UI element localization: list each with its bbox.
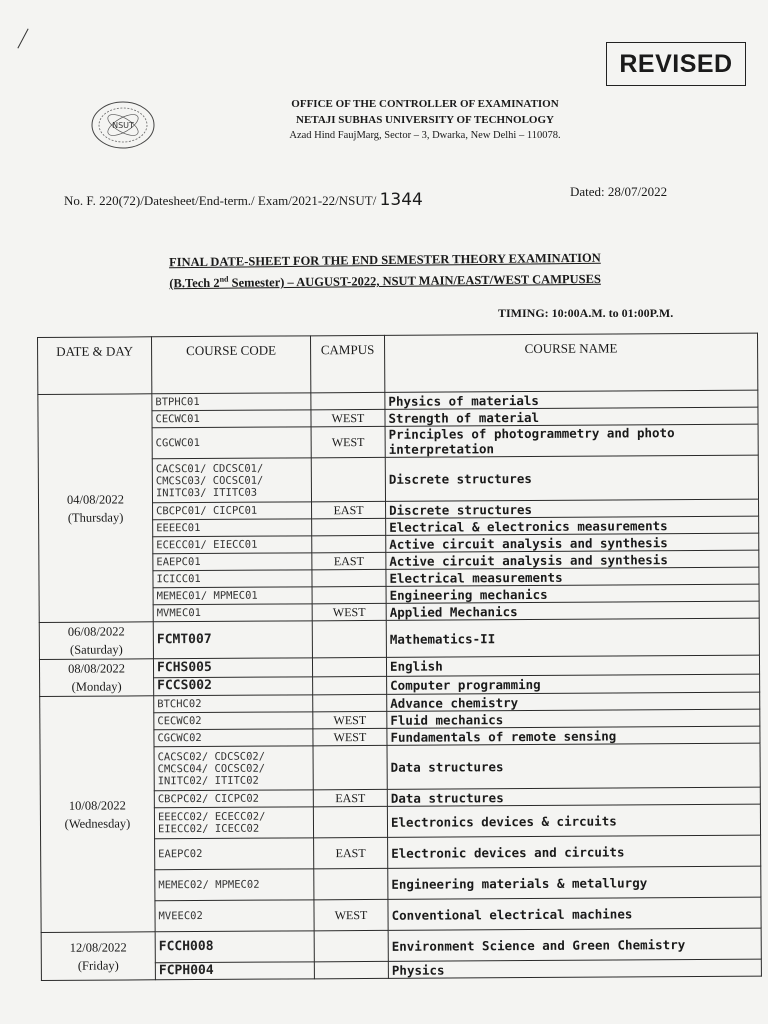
- reference-number: [64, 190, 423, 210]
- course-code: FCPH004: [155, 962, 314, 980]
- course-name: Conventional electrical machines: [388, 897, 761, 930]
- handwritten-number: 1344: [379, 190, 423, 210]
- campus: [314, 930, 388, 961]
- course-code: CECWC02: [154, 712, 313, 730]
- campus: [313, 745, 387, 789]
- title-line-1: FINAL DATE-SHEET FOR THE END SEMESTER THEORY EXAMINATION: [168, 250, 601, 270]
- campus: EAST: [314, 837, 388, 868]
- campus: [312, 518, 386, 535]
- course-code: BTPHC01: [152, 393, 311, 411]
- course-name: Principles of photogrammetry and photo interpretation: [385, 424, 758, 457]
- course-name: Data structures: [387, 787, 760, 806]
- course-code: ICICC01: [153, 570, 312, 588]
- course-name: Electronic devices and circuits: [388, 835, 761, 868]
- course-name: Electrical measurements: [386, 567, 759, 586]
- course-name: Fundamentals of remote sensing: [387, 726, 760, 745]
- course-name: Engineering mechanics: [386, 584, 759, 603]
- course-code: FCHS005: [153, 658, 312, 677]
- course-code: CBCPC02/ CICPC02: [154, 790, 313, 808]
- course-code: MEMEC01/ MPMEC01: [153, 587, 312, 605]
- course-name: English: [386, 655, 759, 676]
- header-date: DATE & DAY: [38, 337, 152, 395]
- header-campus: CAMPUS: [310, 335, 384, 392]
- campus: [312, 535, 386, 552]
- campus: WEST: [311, 426, 385, 457]
- course-name: Engineering materials & metallurgy: [388, 866, 761, 899]
- campus: [314, 868, 388, 899]
- course-name: Fluid mechanics: [387, 709, 760, 728]
- date-cell: 04/08/2022 (Thursday): [38, 394, 153, 623]
- table-row: [41, 928, 761, 963]
- course-code: MEMEC02/ MPMEC02: [155, 869, 314, 901]
- course-name: Applied Mechanics: [386, 601, 759, 620]
- office-line-1: OFFICE OF THE CONTROLLER OF EXAMINATION: [291, 98, 559, 110]
- campus: WEST: [311, 409, 385, 426]
- course-code: CACSC01/ CDCSC01/ CMCSC03/ COCSC01/ INITC03/ ITITC03: [152, 458, 311, 503]
- campus: [312, 586, 386, 603]
- campus: EAST: [312, 552, 386, 569]
- course-code: FCMT007: [153, 621, 312, 659]
- course-name: Physics of materials: [385, 390, 758, 409]
- course-name: Data structures: [387, 743, 760, 789]
- seal-text: NSUT: [112, 121, 134, 130]
- course-code: CGCWC02: [154, 729, 313, 747]
- campus: WEST: [314, 899, 388, 930]
- campus: EAST: [312, 501, 386, 518]
- course-name: Strength of material: [385, 407, 758, 426]
- date-cell: 10/08/2022 (Wednesday): [40, 696, 155, 933]
- course-code: FCCH008: [155, 931, 314, 963]
- university-seal-icon: [90, 100, 156, 150]
- date-cell: 12/08/2022 (Friday): [41, 932, 155, 981]
- course-code: BTCHC02: [154, 695, 313, 713]
- header-name: COURSE NAME: [384, 333, 757, 392]
- title-line-2: (B.Tech 2nd Semester) – AUGUST-2022, NSUT MAIN/EAST/WEST CAMPUSES: [169, 271, 601, 291]
- campus: [312, 620, 386, 657]
- course-code: CGCWC01: [152, 427, 311, 459]
- course-code: MVEEC02: [155, 900, 314, 932]
- course-code: EEECC02/ ECECC02/ EIECC02/ ICECC02: [154, 807, 313, 839]
- campus: WEST: [313, 711, 387, 728]
- course-code: FCCS002: [154, 676, 313, 695]
- pen-mark: [17, 29, 28, 49]
- campus: [312, 657, 386, 676]
- reference-prefix: No. F. 220(72)/Datesheet/End-term./ Exam/2021-22/NSUT/: [64, 193, 377, 208]
- campus: [313, 694, 387, 711]
- campus: [314, 961, 388, 978]
- office-address: Azad Hind FaujMarg, Sector – 3, Dwarka, New Delhi – 110078.: [289, 130, 561, 141]
- course-name: Active circuit analysis and synthesis: [386, 533, 759, 552]
- course-name: Electronics devices & circuits: [387, 804, 760, 837]
- campus: [311, 392, 385, 409]
- course-code: EAEPC01: [153, 553, 312, 571]
- course-name: Active circuit analysis and synthesis: [386, 550, 759, 569]
- campus: [313, 806, 387, 837]
- course-name: Advance chemistry: [387, 692, 760, 711]
- course-name: Electrical & electronics measurements: [386, 516, 759, 535]
- campus: [313, 676, 387, 695]
- office-header: [230, 96, 620, 144]
- course-code: CACSC02/ CDCSC02/ CMCSC04/ COCSC02/ INITC02/ ITITC02: [154, 746, 313, 791]
- document-title: [80, 249, 690, 294]
- course-code: CECWC01: [152, 410, 311, 428]
- campus: [311, 457, 385, 501]
- course-name: Discrete structures: [386, 499, 759, 518]
- exam-timing: TIMING: 10:00A.M. to 01:00P.M.: [498, 306, 674, 320]
- office-line-2: NETAJI SUBHAS UNIVERSITY OF TECHNOLOGY: [296, 114, 554, 126]
- date-cell: 06/08/2022 (Saturday): [39, 622, 153, 660]
- course-code: EAEPC02: [155, 838, 314, 870]
- course-name: Discrete structures: [385, 455, 758, 501]
- course-name: Environment Science and Green Chemistry: [388, 928, 761, 961]
- revised-stamp: REVISED: [606, 42, 746, 86]
- date-sheet-table: [37, 333, 762, 981]
- dated: Dated: 28/07/2022: [570, 184, 668, 199]
- campus: EAST: [313, 789, 387, 806]
- campus: WEST: [312, 603, 386, 620]
- course-code: CBCPC01/ CICPC01: [153, 502, 312, 520]
- course-name: Computer programming: [387, 674, 760, 695]
- course-name: Physics: [388, 959, 761, 978]
- campus: [312, 569, 386, 586]
- table-row: [39, 618, 759, 659]
- date-cell: 08/08/2022 (Monday): [39, 659, 153, 697]
- course-code: MVMEC01: [153, 604, 312, 622]
- campus: WEST: [313, 728, 387, 745]
- course-code: EEEEC01: [153, 519, 312, 537]
- header-code: COURSE CODE: [152, 336, 311, 394]
- course-name: Mathematics-II: [386, 618, 759, 657]
- course-code: ECECC01/ EIECC01: [153, 536, 312, 554]
